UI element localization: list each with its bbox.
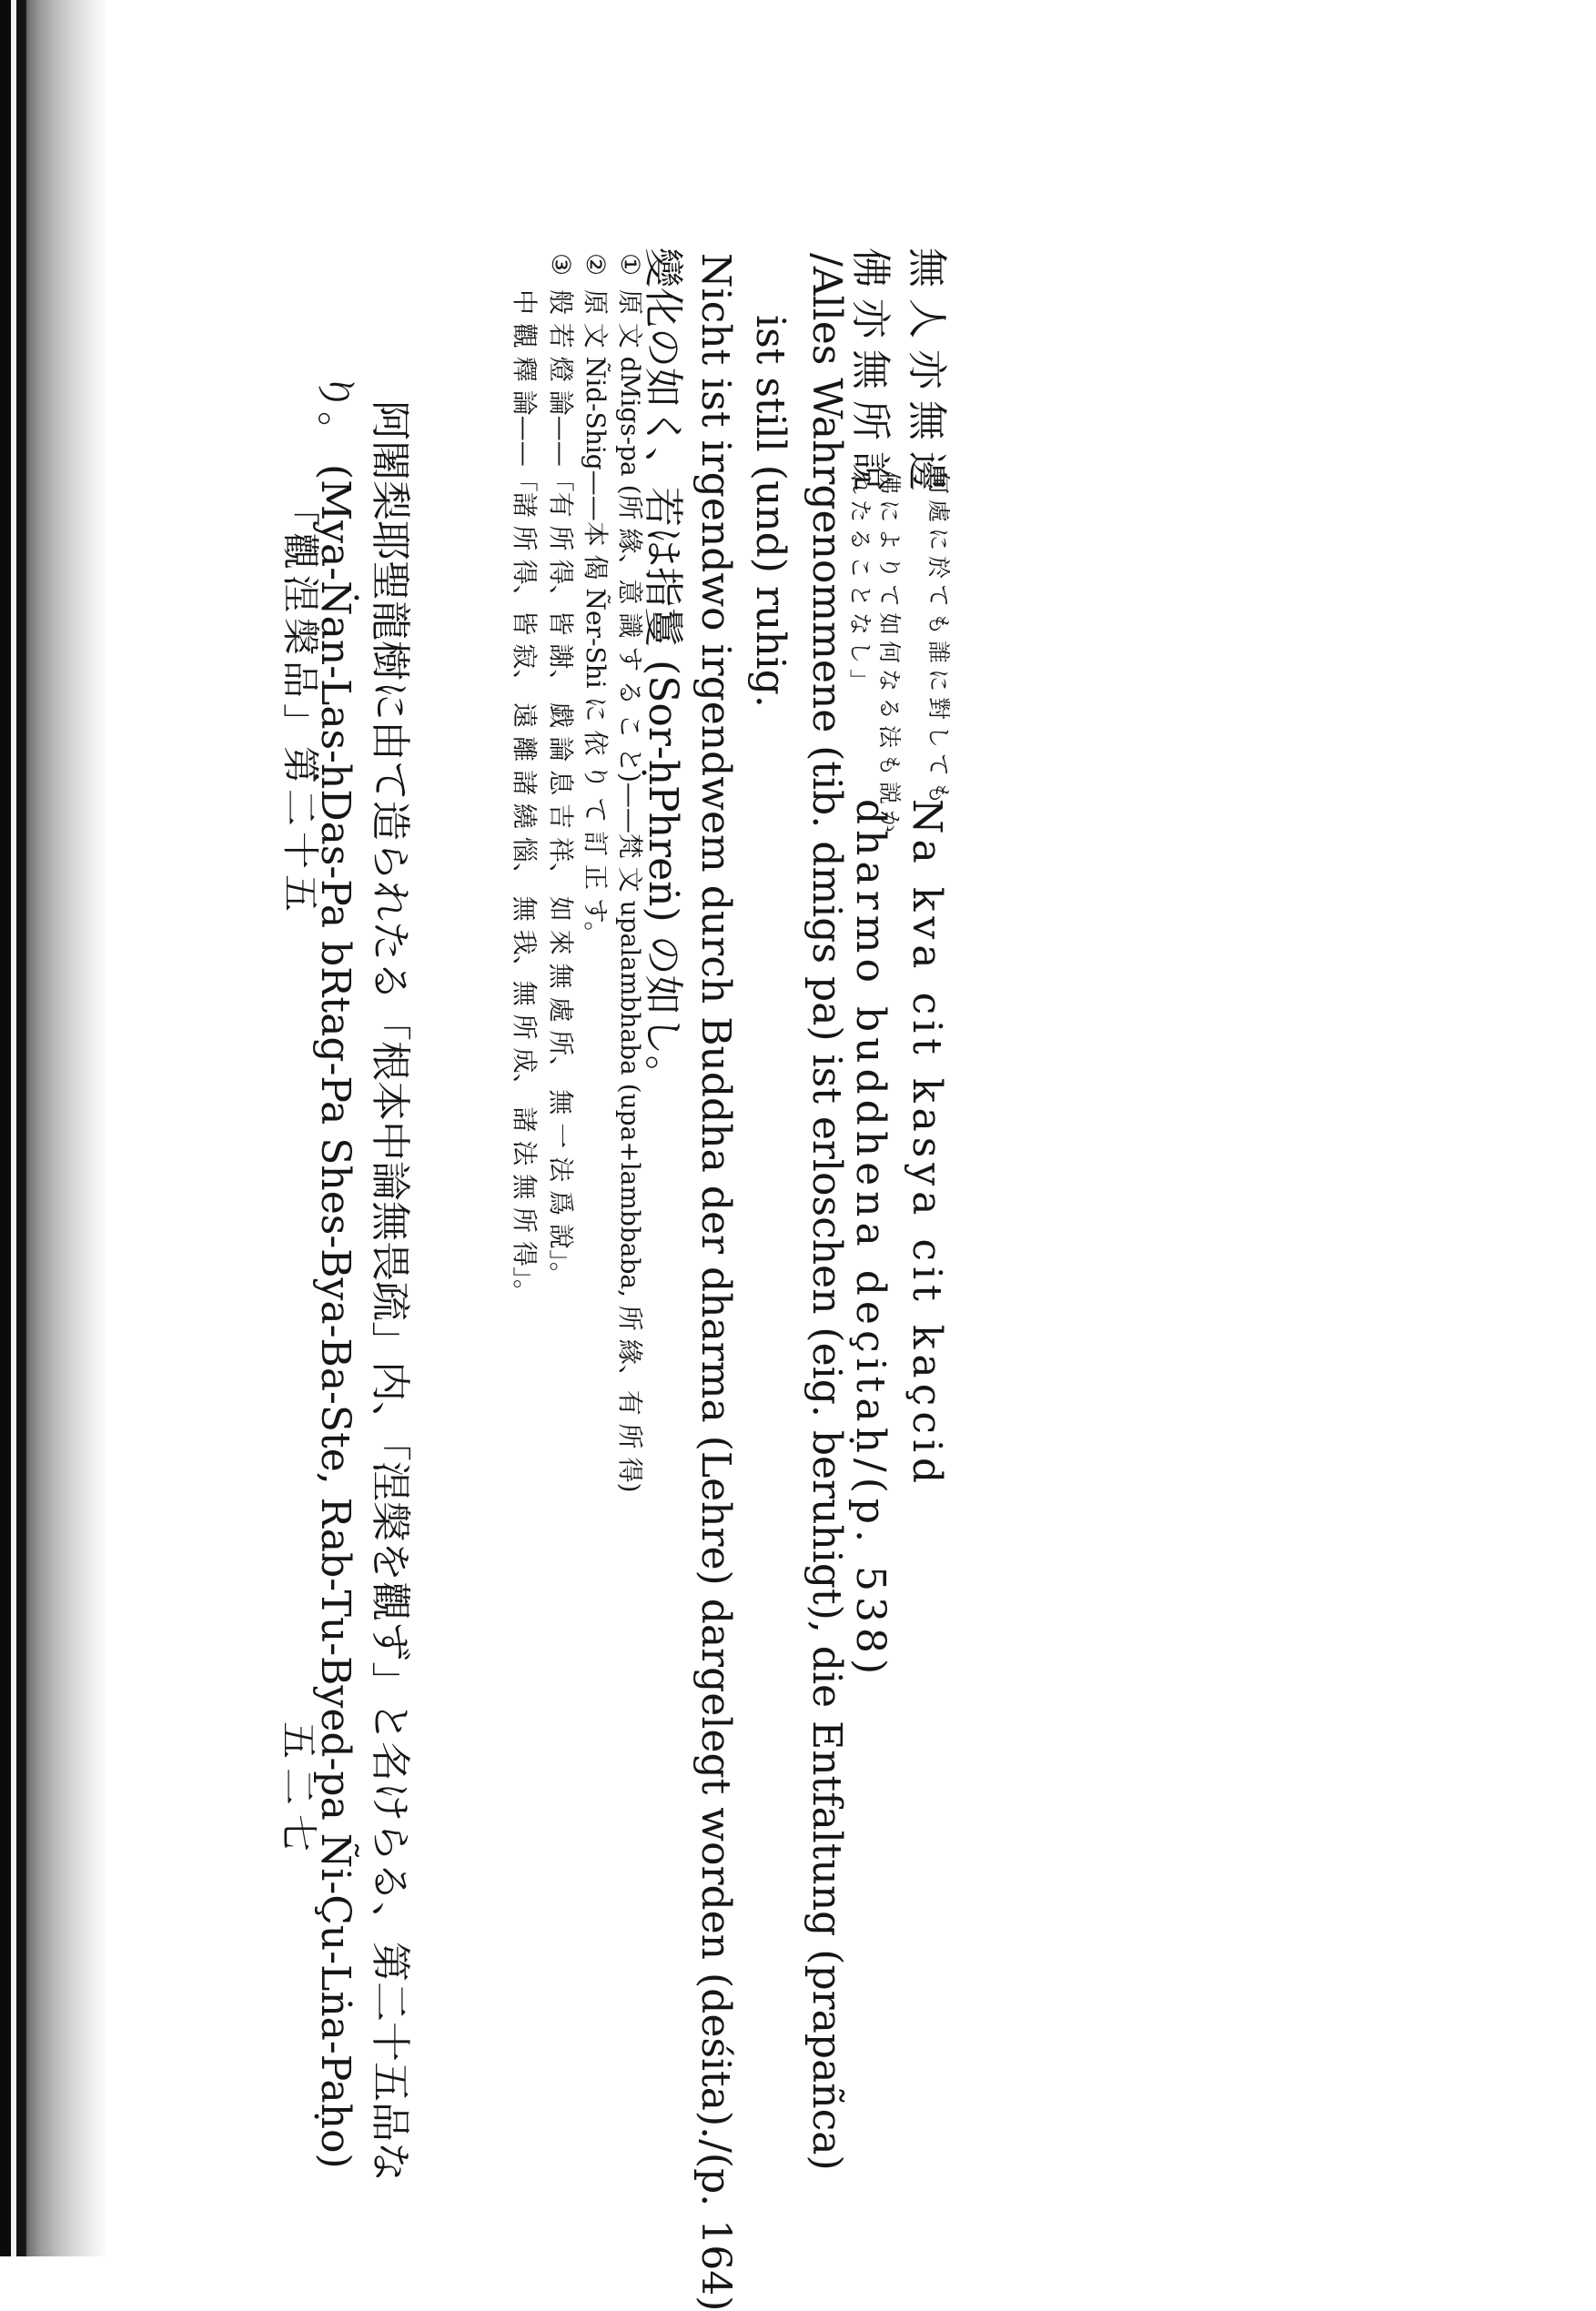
verse-line1-sanskrit: Na kva cit kasya cit kaçcid (904, 799, 950, 1489)
footnote-marker-3: ③ (546, 253, 576, 277)
page-number: 五二七 (277, 1721, 320, 1861)
footnote-marker-2: ② (581, 253, 611, 277)
german-translation-line3: Nicht ist irgendwo irgendwem durch Buddha der dharma (Lehre) dargelegt worden (deśita)./(p. 164) (692, 253, 739, 2311)
german-translation-line1: /Alles Wahrgenommene (tib. dmigs pa) ist erloschen (eig. beruhigt), die Entfaltung (prapañca) (803, 253, 850, 2171)
german-translation-line2: ist still (und) ruhig. (747, 315, 793, 708)
verse-line2-japanese: 佛亦無所說 (847, 247, 894, 502)
colophon-line1: 阿闍梨耶聖龍樹に由て造られたる「根本中論無畏疏」内、「涅槃を觀ず」と名けらる、第二十五品な (367, 400, 413, 2182)
footnote-1: 原 文 dMigs-pa (所 緣、意 識 す る こ と)——梵 文 upalambhaba (upa+lambbaba, 所 緣、有 所 得) (615, 289, 645, 1493)
running-head-chapter: 「觀涅槃品」第二十五 (278, 489, 322, 917)
simile-line: 變化の如く、若は指鬘 (Sor-ḥPhreṅ) の如し。 (640, 247, 686, 1095)
verse-line2-gloss-b: れたることなし」 (847, 471, 874, 698)
footnote-2: 原 文 Ñid-Shig——本 偈 Ñer-Shi に 依 り て 訂 正 す。 (581, 289, 611, 947)
verse-line2-gloss-a: 佛によりて如何なる法も説か (876, 471, 903, 839)
verse-line2-sanskrit: dharmo buddhena deçitaḥ/(p. 538) (847, 799, 894, 1680)
footnote-marker-1: ① (615, 253, 645, 277)
footnote-3b: 中 觀 釋 論——「諸 所 得、皆 寂、 遠 離 諸 繞 惱、 無 我、無 所 成、 諸 法 無 所 得」。 (510, 289, 540, 1306)
verse-line1-japanese: 無人亦無邊 (904, 247, 950, 502)
colophon-line2: り。 (Mya-Ṅan-Las-ḥDas-Pa bRtag-Pa Shes-Bya-Ba-Ste, Rab-Tu-Byed-pa Ñi-Çu-Lṅa-Paḥo) (312, 371, 359, 2169)
footnote-3a: 般 若 燈 論——「有 所 得、皆 謝、 戯 論 息 吉 祥、 如 來 無 處 所、 無 一 法 爲 說」。 (546, 289, 576, 1287)
verse-line1-gloss: 何處に於ても誰に對しても (925, 471, 952, 811)
